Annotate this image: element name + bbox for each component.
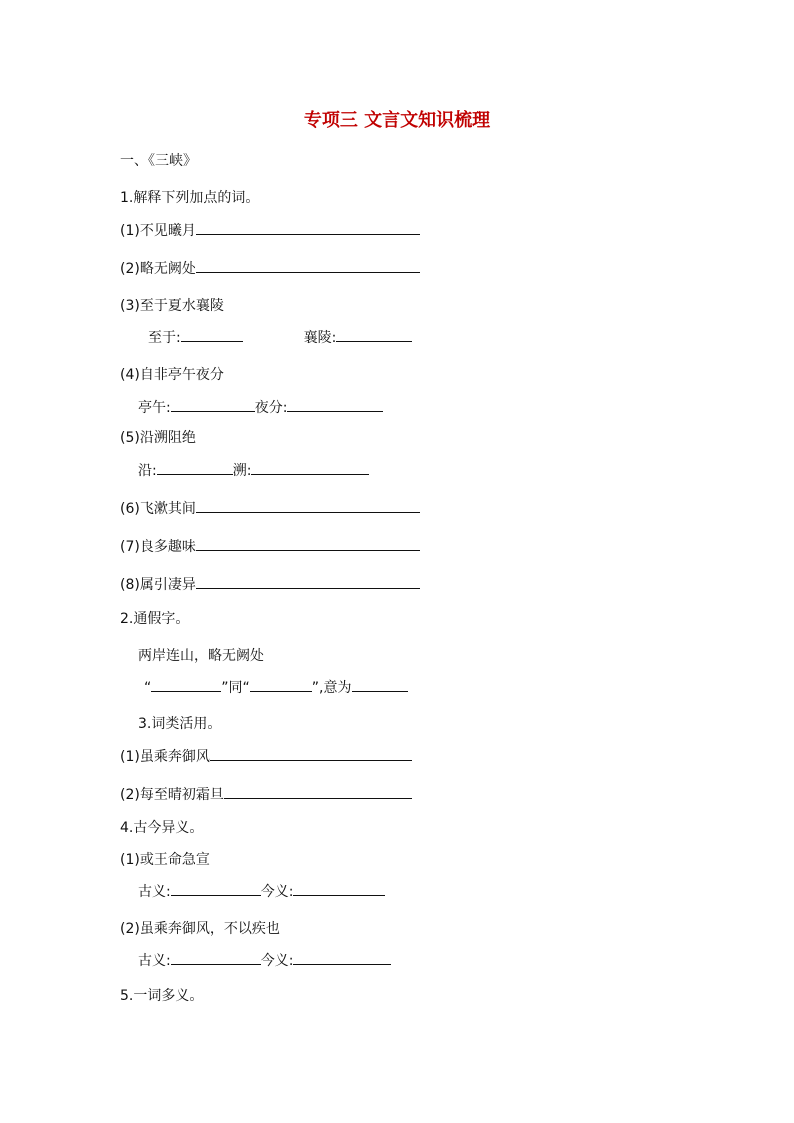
label-jin: 今义: <box>260 884 294 900</box>
answer-blank[interactable] <box>251 460 369 475</box>
q1-item-4-text: (4)自非亭午夜分 <box>120 367 224 383</box>
q3-item-2-text: (2)每至晴初霜旦 <box>120 787 224 803</box>
q4-item-2-answers <box>138 950 391 971</box>
q3-item-2 <box>120 784 412 805</box>
page-title: 专项三 文言文知识梳理 <box>303 110 491 131</box>
label-yan: 沿: <box>138 463 157 479</box>
label-xiangling: 襄陵: <box>303 330 337 346</box>
question-1-heading: 1.解释下列加点的词。 <box>120 190 260 206</box>
q1-item-6-text: (6)飞漱其间 <box>120 501 196 517</box>
label-yefen: 夜分: <box>254 400 288 416</box>
open-quote: “ <box>144 680 152 696</box>
q1-item-2 <box>120 258 420 279</box>
meaning-label: ”,意为 <box>311 680 352 696</box>
open-quote: “ <box>242 680 250 696</box>
answer-blank[interactable] <box>157 460 233 475</box>
answer-blank[interactable] <box>352 677 408 692</box>
q1-item-8-text: (8)属引凄异 <box>120 577 196 593</box>
q1-item-3-text: (3)至于夏水襄陵 <box>120 298 224 314</box>
q1-item-1-text: (1)不见曦月 <box>120 223 196 239</box>
answer-blank[interactable] <box>196 220 420 235</box>
question-5-heading: 5.一词多义。 <box>120 988 204 1004</box>
q4-item-1-text: (1)或王命急宣 <box>120 852 210 868</box>
question-4-heading: 4.古今异义。 <box>120 820 204 836</box>
answer-blank[interactable] <box>224 784 412 799</box>
answer-blank[interactable] <box>196 536 420 551</box>
q1-item-1 <box>120 220 420 241</box>
q1-item-2-text: (2)略无阙处 <box>120 261 196 277</box>
answer-blank[interactable] <box>171 950 261 965</box>
question-2-heading: 2.通假字。 <box>120 611 190 627</box>
q1-item-4-answers <box>138 397 383 418</box>
q2-sentence: 两岸连山，略无阙处 <box>138 648 264 664</box>
answer-blank[interactable] <box>181 327 243 342</box>
q3-item-1-text: (1)虽乘奔御风 <box>120 749 210 765</box>
answer-blank[interactable] <box>287 397 383 412</box>
answer-blank[interactable] <box>250 677 312 692</box>
answer-blank[interactable] <box>196 258 420 273</box>
q4-item-1-answers <box>138 881 385 902</box>
answer-blank[interactable] <box>196 574 420 589</box>
q1-item-5-answers <box>138 460 369 481</box>
answer-blank[interactable] <box>196 498 420 513</box>
answer-blank[interactable] <box>210 746 412 761</box>
q4-item-2-text: (2)虽乘奔御风，不以疾也 <box>120 921 280 937</box>
q1-item-3-answers <box>148 327 412 348</box>
q1-item-7 <box>120 536 420 557</box>
answer-blank[interactable] <box>293 950 391 965</box>
q1-item-8 <box>120 574 420 595</box>
q1-item-7-text: (7)良多趣味 <box>120 539 196 555</box>
answer-blank[interactable] <box>151 677 221 692</box>
label-gu: 古义: <box>138 953 171 969</box>
answer-blank[interactable] <box>171 397 255 412</box>
label-tingwu: 亭午: <box>138 400 171 416</box>
q1-item-5-text: (5)沿溯阻绝 <box>120 430 196 446</box>
label-zhiyu: 至于: <box>148 330 181 346</box>
tongjia-label: ”同 <box>221 680 243 696</box>
q2-answers <box>144 677 408 698</box>
section-heading: 一、《三峡》 <box>120 153 197 169</box>
answer-blank[interactable] <box>293 881 385 896</box>
answer-blank[interactable] <box>171 881 261 896</box>
q1-item-6 <box>120 498 420 519</box>
label-gu: 古义: <box>138 884 171 900</box>
label-su: 溯: <box>232 463 252 479</box>
q3-item-1 <box>120 746 412 767</box>
question-3-heading: 3.词类活用。 <box>138 716 222 732</box>
answer-blank[interactable] <box>336 327 412 342</box>
label-jin: 今义: <box>260 953 294 969</box>
